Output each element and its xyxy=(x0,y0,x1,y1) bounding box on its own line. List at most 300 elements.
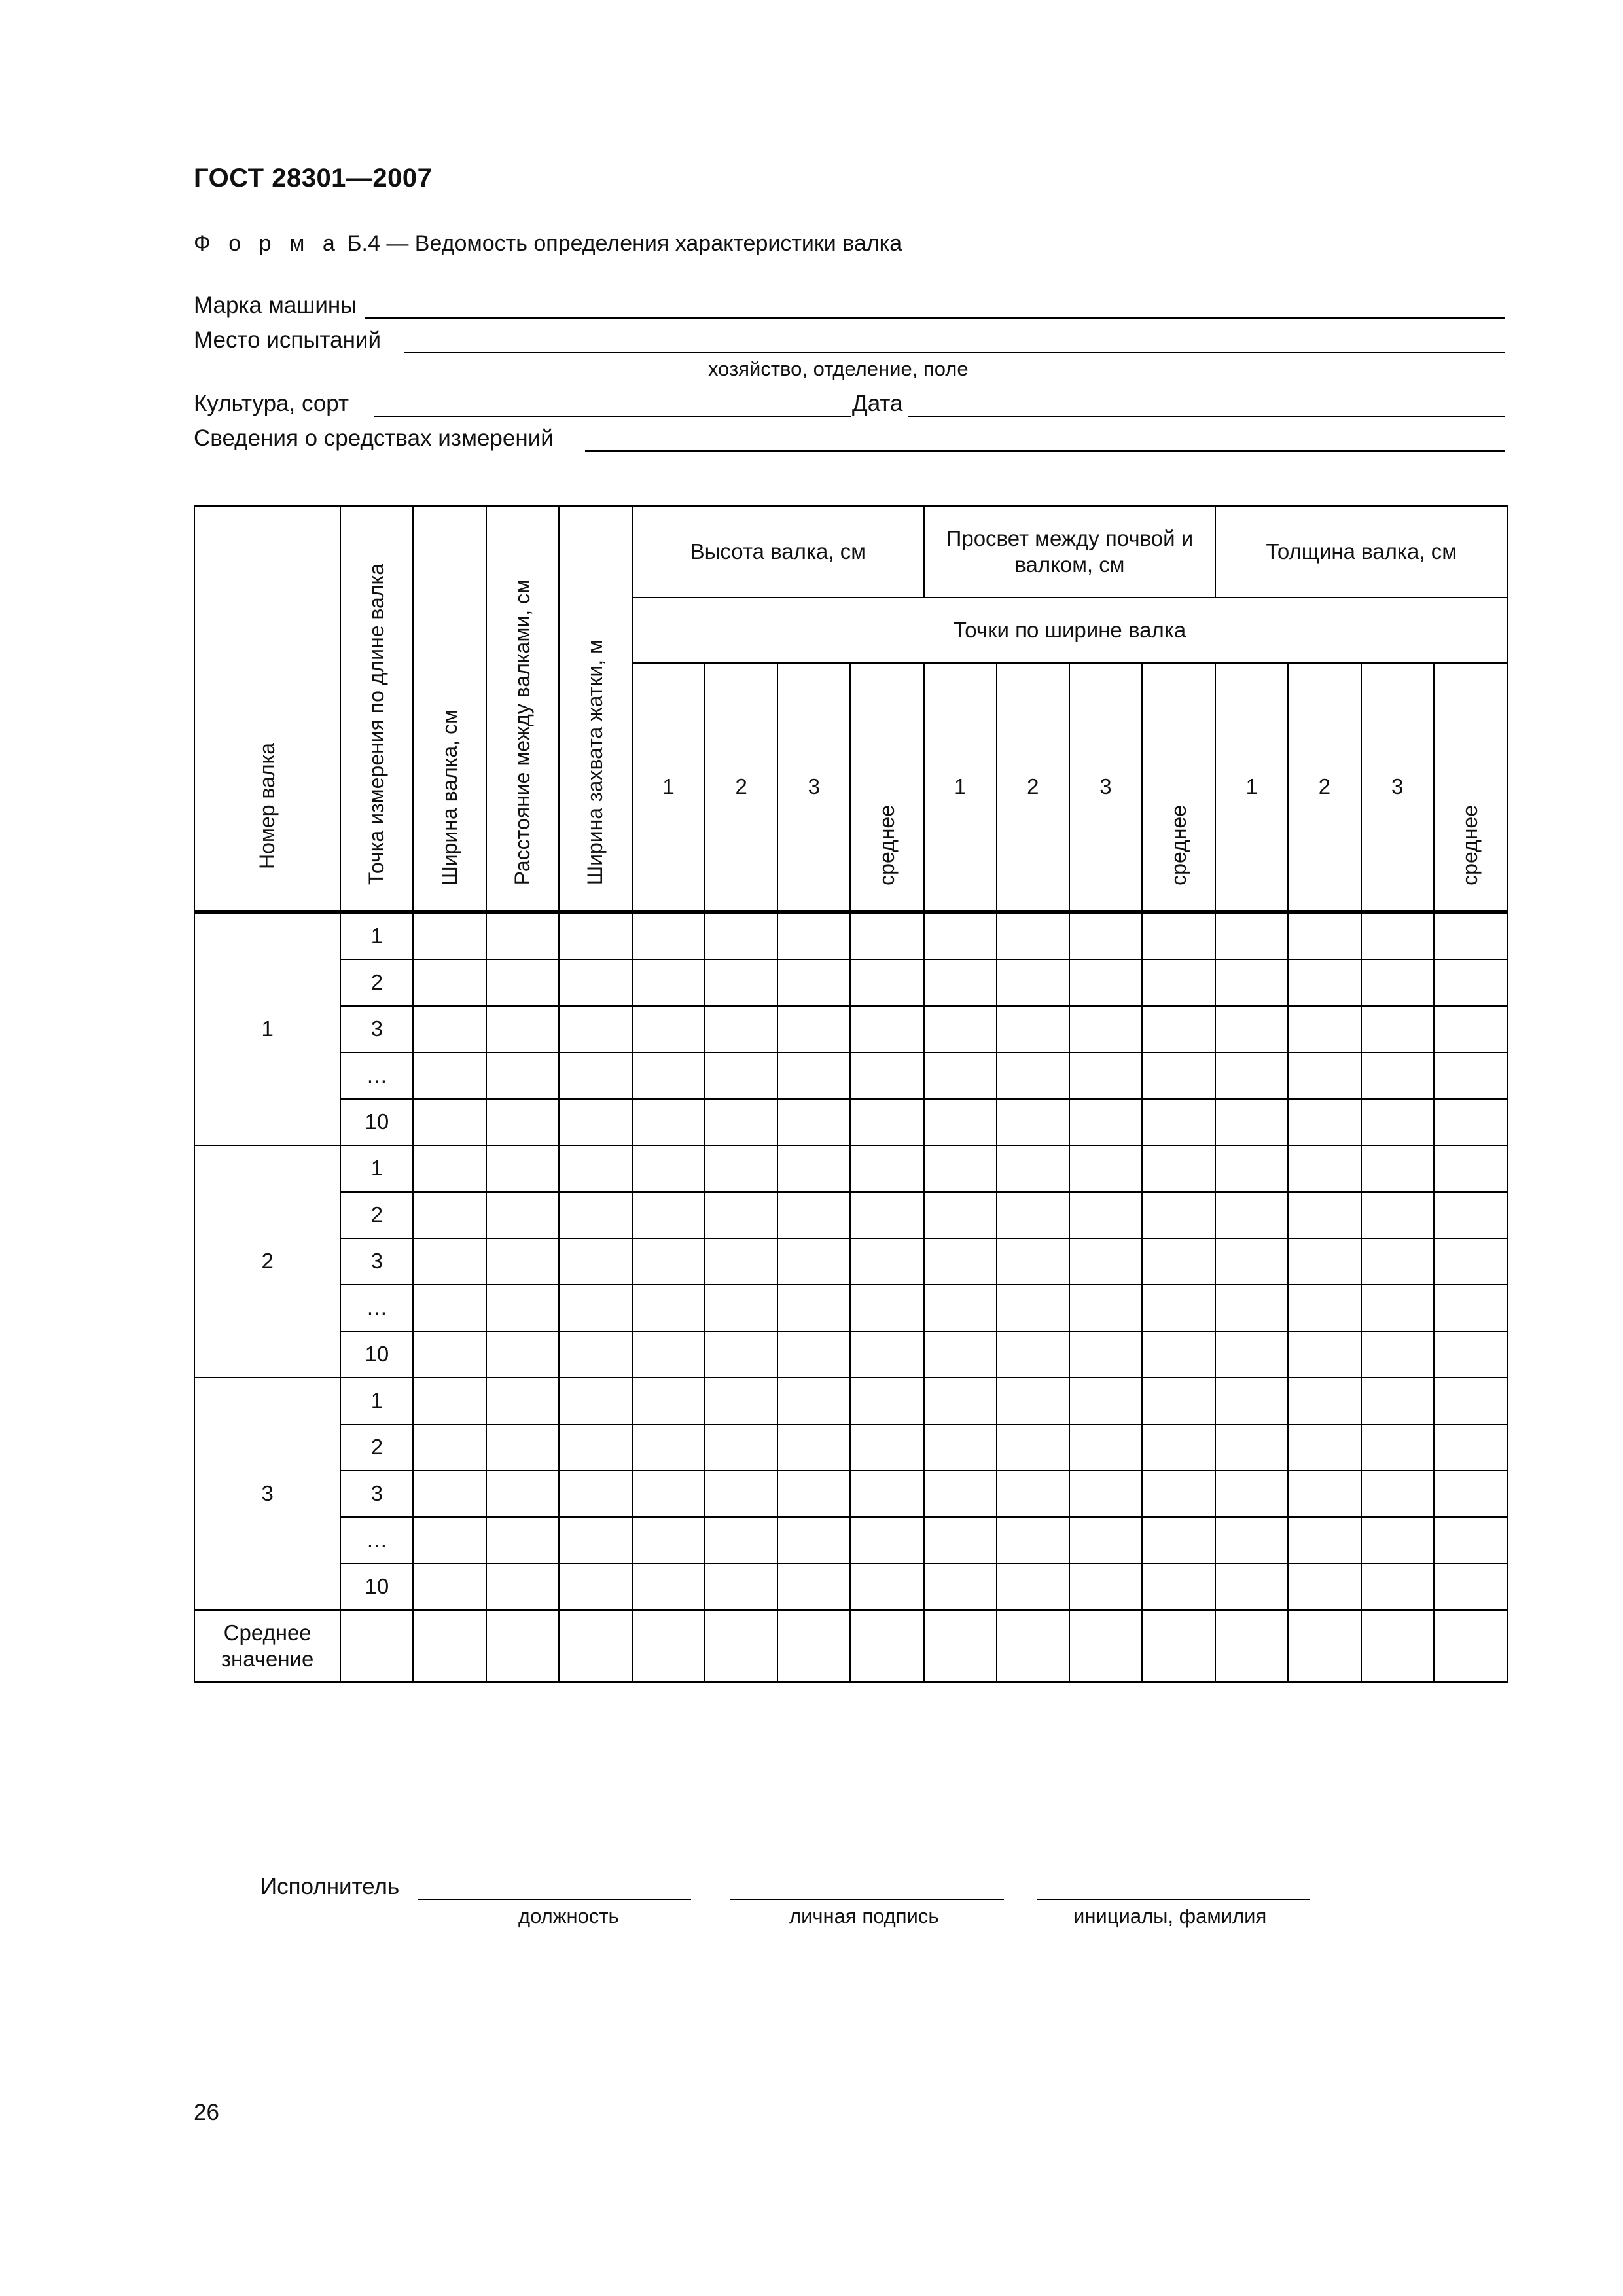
data-cell[interactable] xyxy=(924,1192,997,1238)
data-cell[interactable] xyxy=(850,1517,923,1564)
average-row-label: Среднее значение xyxy=(194,1610,340,1682)
data-cell[interactable] xyxy=(413,1285,486,1331)
data-cell[interactable] xyxy=(413,1099,486,1145)
data-cell[interactable] xyxy=(559,1564,632,1610)
data-cell[interactable] xyxy=(1142,1331,1215,1378)
data-cell[interactable] xyxy=(559,1145,632,1192)
data-cell[interactable] xyxy=(632,1285,705,1331)
data-cell[interactable] xyxy=(632,1052,705,1099)
subheader-point-3: 3 xyxy=(1069,663,1142,912)
data-cell[interactable] xyxy=(850,1099,923,1145)
data-cell[interactable] xyxy=(705,1006,777,1052)
measure-point-cell: … xyxy=(340,1517,413,1564)
subheader-average: среднее xyxy=(850,663,923,912)
measure-point-cell: 10 xyxy=(340,1564,413,1610)
data-cell[interactable] xyxy=(997,1378,1069,1424)
data-cell[interactable] xyxy=(1069,1285,1142,1331)
data-cell[interactable] xyxy=(632,1192,705,1238)
executor-position-line[interactable] xyxy=(418,1899,691,1900)
subheader-point-2: 2 xyxy=(705,663,777,912)
data-cell[interactable] xyxy=(632,912,705,960)
data-cell[interactable] xyxy=(850,1006,923,1052)
data-cell[interactable] xyxy=(924,1099,997,1145)
data-cell[interactable] xyxy=(1069,1517,1142,1564)
data-cell[interactable] xyxy=(1288,1192,1361,1238)
test-place-label: Место испытаний xyxy=(194,327,382,353)
data-cell[interactable] xyxy=(705,1378,777,1424)
data-cell[interactable] xyxy=(1288,1285,1361,1331)
data-cell[interactable] xyxy=(1069,1052,1142,1099)
data-cell[interactable] xyxy=(413,1378,486,1424)
data-cell[interactable] xyxy=(1142,1052,1215,1099)
data-cell[interactable] xyxy=(413,1192,486,1238)
data-cell[interactable] xyxy=(486,1052,559,1099)
data-cell[interactable] xyxy=(632,1331,705,1378)
data-cell[interactable] xyxy=(559,1471,632,1517)
data-cell[interactable] xyxy=(1288,1471,1361,1517)
subheader-average: среднее xyxy=(1434,663,1507,912)
data-cell[interactable] xyxy=(705,912,777,960)
data-cell[interactable] xyxy=(632,1378,705,1424)
data-cell[interactable] xyxy=(559,1192,632,1238)
header-gap: Просвет между почвой и валком, см xyxy=(924,506,1216,598)
data-cell[interactable] xyxy=(1069,1378,1142,1424)
data-cell[interactable] xyxy=(1142,1517,1215,1564)
data-cell[interactable] xyxy=(924,1006,997,1052)
data-cell[interactable] xyxy=(559,912,632,960)
data-cell[interactable] xyxy=(1434,1285,1507,1331)
data-cell[interactable] xyxy=(559,1424,632,1471)
average-cell[interactable] xyxy=(1215,1610,1288,1682)
data-cell[interactable] xyxy=(1142,960,1215,1006)
data-cell[interactable] xyxy=(1069,1424,1142,1471)
data-cell[interactable] xyxy=(1434,1517,1507,1564)
data-cell[interactable] xyxy=(1142,1099,1215,1145)
data-cell[interactable] xyxy=(559,960,632,1006)
data-cell[interactable] xyxy=(486,912,559,960)
data-cell[interactable] xyxy=(1069,1145,1142,1192)
data-cell[interactable] xyxy=(777,1564,850,1610)
data-cell[interactable] xyxy=(777,1099,850,1145)
data-cell[interactable] xyxy=(1215,1285,1288,1331)
data-cell[interactable] xyxy=(705,1564,777,1610)
header-points-across: Точки по ширине валка xyxy=(632,598,1507,663)
table-row xyxy=(194,1564,1507,1610)
measure-point-cell: 1 xyxy=(340,1145,413,1192)
data-cell[interactable] xyxy=(559,1331,632,1378)
data-cell[interactable] xyxy=(1142,1285,1215,1331)
data-cell[interactable] xyxy=(486,960,559,1006)
measure-point-cell: 2 xyxy=(340,960,413,1006)
data-cell[interactable] xyxy=(1434,912,1507,960)
average-cell[interactable] xyxy=(705,1610,777,1682)
data-cell[interactable] xyxy=(1434,1378,1507,1424)
data-cell[interactable] xyxy=(1215,960,1288,1006)
data-cell[interactable] xyxy=(1434,1192,1507,1238)
data-cell[interactable] xyxy=(1069,1192,1142,1238)
table-row xyxy=(194,1517,1507,1564)
data-cell[interactable] xyxy=(413,1424,486,1471)
data-cell[interactable] xyxy=(486,1099,559,1145)
machine-brand-label: Марка машины xyxy=(194,293,357,318)
data-cell[interactable] xyxy=(1361,1564,1434,1610)
data-cell[interactable] xyxy=(850,1378,923,1424)
data-cell[interactable] xyxy=(850,1192,923,1238)
data-cell[interactable] xyxy=(1361,1331,1434,1378)
data-cell[interactable] xyxy=(486,1517,559,1564)
average-cell[interactable] xyxy=(486,1610,559,1682)
data-cell[interactable] xyxy=(1288,1099,1361,1145)
data-cell[interactable] xyxy=(1142,912,1215,960)
table-row xyxy=(194,1471,1507,1517)
data-cell[interactable] xyxy=(1434,1424,1507,1471)
data-cell[interactable] xyxy=(1069,1331,1142,1378)
data-cell[interactable] xyxy=(632,960,705,1006)
data-cell[interactable] xyxy=(777,912,850,960)
measure-point-cell: 3 xyxy=(340,1238,413,1285)
data-cell[interactable] xyxy=(997,1006,1069,1052)
data-cell[interactable] xyxy=(1288,1331,1361,1378)
measure-point-cell: 10 xyxy=(340,1099,413,1145)
average-cell[interactable] xyxy=(1288,1610,1361,1682)
data-cell[interactable] xyxy=(1142,1471,1215,1517)
data-cell[interactable] xyxy=(1142,1564,1215,1610)
data-cell[interactable] xyxy=(1215,1052,1288,1099)
data-cell[interactable] xyxy=(1288,1145,1361,1192)
data-cell[interactable] xyxy=(486,1564,559,1610)
data-cell[interactable] xyxy=(1434,1006,1507,1052)
data-cell[interactable] xyxy=(1434,1564,1507,1610)
subheader-point-1: 1 xyxy=(632,663,705,912)
data-cell[interactable] xyxy=(777,1285,850,1331)
data-cell[interactable] xyxy=(924,1331,997,1378)
data-cell[interactable] xyxy=(1215,1238,1288,1285)
data-cell[interactable] xyxy=(1142,1006,1215,1052)
data-cell[interactable] xyxy=(1434,1471,1507,1517)
data-cell[interactable] xyxy=(1361,1471,1434,1517)
data-cell[interactable] xyxy=(705,1471,777,1517)
data-cell[interactable] xyxy=(850,1145,923,1192)
data-cell[interactable] xyxy=(1361,1238,1434,1285)
executor-signature-line[interactable] xyxy=(730,1899,1004,1900)
data-cell[interactable] xyxy=(559,1006,632,1052)
average-cell[interactable] xyxy=(559,1610,632,1682)
data-cell[interactable] xyxy=(705,1517,777,1564)
data-cell[interactable] xyxy=(413,1331,486,1378)
data-cell[interactable] xyxy=(1434,1331,1507,1378)
data-cell[interactable] xyxy=(924,960,997,1006)
table-row xyxy=(194,1424,1507,1471)
data-cell[interactable] xyxy=(413,912,486,960)
data-cell[interactable] xyxy=(777,1331,850,1378)
data-cell[interactable] xyxy=(850,1331,923,1378)
data-cell[interactable] xyxy=(777,1192,850,1238)
swath-number-cell: 2 xyxy=(194,1145,340,1378)
data-cell[interactable] xyxy=(997,1192,1069,1238)
data-cell[interactable] xyxy=(559,1285,632,1331)
data-cell[interactable] xyxy=(705,960,777,1006)
subheader-point-3: 3 xyxy=(777,663,850,912)
data-cell[interactable] xyxy=(632,1238,705,1285)
data-cell[interactable] xyxy=(632,1099,705,1145)
data-cell[interactable] xyxy=(997,1145,1069,1192)
data-cell[interactable] xyxy=(705,1285,777,1331)
data-cell[interactable] xyxy=(997,1471,1069,1517)
data-cell[interactable] xyxy=(777,1052,850,1099)
data-cell[interactable] xyxy=(1069,912,1142,960)
data-cell[interactable] xyxy=(1069,1099,1142,1145)
average-cell[interactable] xyxy=(632,1610,705,1682)
data-cell[interactable] xyxy=(1361,1424,1434,1471)
data-cell[interactable] xyxy=(924,1285,997,1331)
data-cell[interactable] xyxy=(413,1471,486,1517)
data-cell[interactable] xyxy=(924,1564,997,1610)
crop-label: Культура, сорт xyxy=(194,391,349,416)
executor-label: Исполнитель xyxy=(260,1874,400,1899)
data-cell[interactable] xyxy=(1215,1099,1288,1145)
data-cell[interactable] xyxy=(486,1238,559,1285)
average-cell[interactable] xyxy=(1142,1610,1215,1682)
data-cell[interactable] xyxy=(1361,1145,1434,1192)
average-cell[interactable] xyxy=(1069,1610,1142,1682)
data-cell[interactable] xyxy=(777,1471,850,1517)
data-cell[interactable] xyxy=(1142,1238,1215,1285)
data-cell[interactable] xyxy=(486,1145,559,1192)
table-row xyxy=(194,1238,1507,1285)
data-cell[interactable] xyxy=(705,1331,777,1378)
data-cell[interactable] xyxy=(1215,1517,1288,1564)
data-cell[interactable] xyxy=(1288,1564,1361,1610)
data-cell[interactable] xyxy=(777,1006,850,1052)
data-cell[interactable] xyxy=(1069,1471,1142,1517)
data-cell[interactable] xyxy=(413,1238,486,1285)
data-cell[interactable] xyxy=(1215,1006,1288,1052)
data-cell[interactable] xyxy=(1142,1192,1215,1238)
subheader-average: среднее xyxy=(1142,663,1215,912)
average-cell[interactable] xyxy=(1361,1610,1434,1682)
executor-signature-caption: личная подпись xyxy=(789,1905,939,1928)
header-swath-width: Ширина валка, см xyxy=(413,506,486,912)
data-cell[interactable] xyxy=(1361,1285,1434,1331)
data-cell[interactable] xyxy=(632,1517,705,1564)
data-cell[interactable] xyxy=(777,1424,850,1471)
average-cell[interactable] xyxy=(413,1610,486,1682)
data-cell[interactable] xyxy=(486,1331,559,1378)
data-cell[interactable] xyxy=(1215,1378,1288,1424)
header-distance-between: Расстояние между валками, см xyxy=(486,506,559,912)
data-cell[interactable] xyxy=(486,1378,559,1424)
average-cell[interactable] xyxy=(997,1610,1069,1682)
data-cell[interactable] xyxy=(1215,1331,1288,1378)
data-cell[interactable] xyxy=(924,1517,997,1564)
data-cell[interactable] xyxy=(1215,1192,1288,1238)
data-cell[interactable] xyxy=(850,1285,923,1331)
data-cell[interactable] xyxy=(705,1424,777,1471)
data-cell[interactable] xyxy=(413,1145,486,1192)
data-cell[interactable] xyxy=(924,912,997,960)
data-cell[interactable] xyxy=(1288,1006,1361,1052)
swath-number-cell: 1 xyxy=(194,912,340,1145)
data-cell[interactable] xyxy=(1361,1192,1434,1238)
data-cell[interactable] xyxy=(1434,960,1507,1006)
standard-code: ГОСТ 28301—2007 xyxy=(194,164,433,192)
data-cell[interactable] xyxy=(997,1052,1069,1099)
data-cell[interactable] xyxy=(924,1145,997,1192)
header-measure-point: Точка измерения по длине валка xyxy=(340,506,413,912)
header-header-width: Ширина захвата жатки, м xyxy=(559,506,632,912)
data-cell[interactable] xyxy=(705,1192,777,1238)
data-cell[interactable] xyxy=(413,1517,486,1564)
data-cell[interactable] xyxy=(1215,1424,1288,1471)
average-cell[interactable] xyxy=(777,1610,850,1682)
data-cell[interactable] xyxy=(1361,1099,1434,1145)
data-cell[interactable] xyxy=(1361,1517,1434,1564)
subheader-point-2: 2 xyxy=(1288,663,1361,912)
data-cell[interactable] xyxy=(1142,1424,1215,1471)
data-cell[interactable] xyxy=(1215,1564,1288,1610)
executor-position-caption: должность xyxy=(518,1905,619,1928)
data-cell[interactable] xyxy=(1288,1378,1361,1424)
data-cell[interactable] xyxy=(413,1052,486,1099)
average-cell[interactable] xyxy=(850,1610,923,1682)
data-cell[interactable] xyxy=(559,1099,632,1145)
data-cell[interactable] xyxy=(1142,1145,1215,1192)
data-cell[interactable] xyxy=(850,1052,923,1099)
data-cell[interactable] xyxy=(1288,912,1361,960)
data-cell[interactable] xyxy=(705,1238,777,1285)
data-cell[interactable] xyxy=(924,1378,997,1424)
data-cell[interactable] xyxy=(1361,912,1434,960)
measure-point-cell: 10 xyxy=(340,1331,413,1378)
data-cell[interactable] xyxy=(850,1424,923,1471)
data-cell[interactable] xyxy=(559,1238,632,1285)
data-cell[interactable] xyxy=(632,1006,705,1052)
average-cell[interactable] xyxy=(340,1610,413,1682)
data-cell[interactable] xyxy=(1069,1564,1142,1610)
page-number: 26 xyxy=(194,2100,219,2125)
data-cell[interactable] xyxy=(705,1052,777,1099)
data-cell[interactable] xyxy=(850,1471,923,1517)
data-cell[interactable] xyxy=(559,1517,632,1564)
subheader-point-2: 2 xyxy=(997,663,1069,912)
data-cell[interactable] xyxy=(1361,960,1434,1006)
data-cell[interactable] xyxy=(1288,1052,1361,1099)
test-place-line[interactable] xyxy=(404,352,1505,353)
data-cell[interactable] xyxy=(997,1564,1069,1610)
data-cell[interactable] xyxy=(997,1517,1069,1564)
data-cell[interactable] xyxy=(413,1006,486,1052)
data-cell[interactable] xyxy=(559,1052,632,1099)
executor-name-caption: инициалы, фамилия xyxy=(1073,1905,1267,1928)
data-cell[interactable] xyxy=(850,1564,923,1610)
form-prefix: Ф о р м а xyxy=(194,231,341,256)
data-cell[interactable] xyxy=(705,1145,777,1192)
data-cell[interactable] xyxy=(924,1471,997,1517)
machine-brand-line[interactable] xyxy=(365,317,1505,319)
executor-name-line[interactable] xyxy=(1037,1899,1310,1900)
data-cell[interactable] xyxy=(486,1006,559,1052)
data-cell[interactable] xyxy=(632,1471,705,1517)
data-cell[interactable] xyxy=(1288,1424,1361,1471)
data-cell[interactable] xyxy=(997,1331,1069,1378)
data-cell[interactable] xyxy=(1069,1238,1142,1285)
data-cell[interactable] xyxy=(559,1378,632,1424)
data-cell[interactable] xyxy=(1434,1238,1507,1285)
data-cell[interactable] xyxy=(1361,1006,1434,1052)
form-title-text: Б.4 — Ведомость определения характеристики валка xyxy=(347,231,902,256)
data-cell[interactable] xyxy=(1361,1052,1434,1099)
data-cell[interactable] xyxy=(632,1564,705,1610)
data-cell[interactable] xyxy=(924,1052,997,1099)
average-cell[interactable] xyxy=(1434,1610,1507,1682)
data-cell[interactable] xyxy=(1288,960,1361,1006)
data-cell[interactable] xyxy=(632,1145,705,1192)
data-cell[interactable] xyxy=(486,1285,559,1331)
data-cell[interactable] xyxy=(997,1424,1069,1471)
data-cell[interactable] xyxy=(1142,1378,1215,1424)
data-cell[interactable] xyxy=(777,1145,850,1192)
data-cell[interactable] xyxy=(1361,1378,1434,1424)
data-cell[interactable] xyxy=(997,912,1069,960)
data-cell[interactable] xyxy=(413,960,486,1006)
data-cell[interactable] xyxy=(997,1285,1069,1331)
data-cell[interactable] xyxy=(1215,1145,1288,1192)
data-cell[interactable] xyxy=(924,1238,997,1285)
data-cell[interactable] xyxy=(777,1238,850,1285)
data-cell[interactable] xyxy=(705,1099,777,1145)
data-cell[interactable] xyxy=(486,1192,559,1238)
data-cell[interactable] xyxy=(413,1564,486,1610)
data-cell[interactable] xyxy=(632,1424,705,1471)
data-cell[interactable] xyxy=(1215,1471,1288,1517)
measure-point-cell: 1 xyxy=(340,1378,413,1424)
data-cell[interactable] xyxy=(486,1471,559,1517)
table-row xyxy=(194,1145,1507,1192)
data-cell[interactable] xyxy=(486,1424,559,1471)
data-cell[interactable] xyxy=(1434,1052,1507,1099)
data-cell[interactable] xyxy=(997,1238,1069,1285)
data-cell[interactable] xyxy=(777,960,850,1006)
data-cell[interactable] xyxy=(850,1238,923,1285)
data-cell[interactable] xyxy=(850,960,923,1006)
data-cell[interactable] xyxy=(777,1517,850,1564)
data-cell[interactable] xyxy=(1434,1145,1507,1192)
data-cell[interactable] xyxy=(997,960,1069,1006)
subheader-point-1: 1 xyxy=(1215,663,1288,912)
form-title xyxy=(194,231,902,257)
instruments-line[interactable] xyxy=(585,450,1505,452)
crop-line[interactable] xyxy=(374,416,851,417)
data-cell[interactable] xyxy=(1215,912,1288,960)
average-cell[interactable] xyxy=(924,1610,997,1682)
data-cell[interactable] xyxy=(1069,1006,1142,1052)
table-row xyxy=(194,1378,1507,1424)
date-label: Дата xyxy=(852,391,903,416)
data-cell[interactable] xyxy=(924,1424,997,1471)
data-cell[interactable] xyxy=(777,1378,850,1424)
measure-point-cell: … xyxy=(340,1285,413,1331)
data-cell[interactable] xyxy=(997,1099,1069,1145)
measure-point-cell: 3 xyxy=(340,1006,413,1052)
measure-point-cell: 2 xyxy=(340,1424,413,1471)
data-cell[interactable] xyxy=(1288,1517,1361,1564)
test-place-hint: хозяйство, отделение, поле xyxy=(708,357,969,380)
date-line[interactable] xyxy=(908,416,1505,417)
data-cell[interactable] xyxy=(1434,1099,1507,1145)
data-cell[interactable] xyxy=(1288,1238,1361,1285)
data-cell[interactable] xyxy=(850,912,923,960)
data-cell[interactable] xyxy=(1069,960,1142,1006)
